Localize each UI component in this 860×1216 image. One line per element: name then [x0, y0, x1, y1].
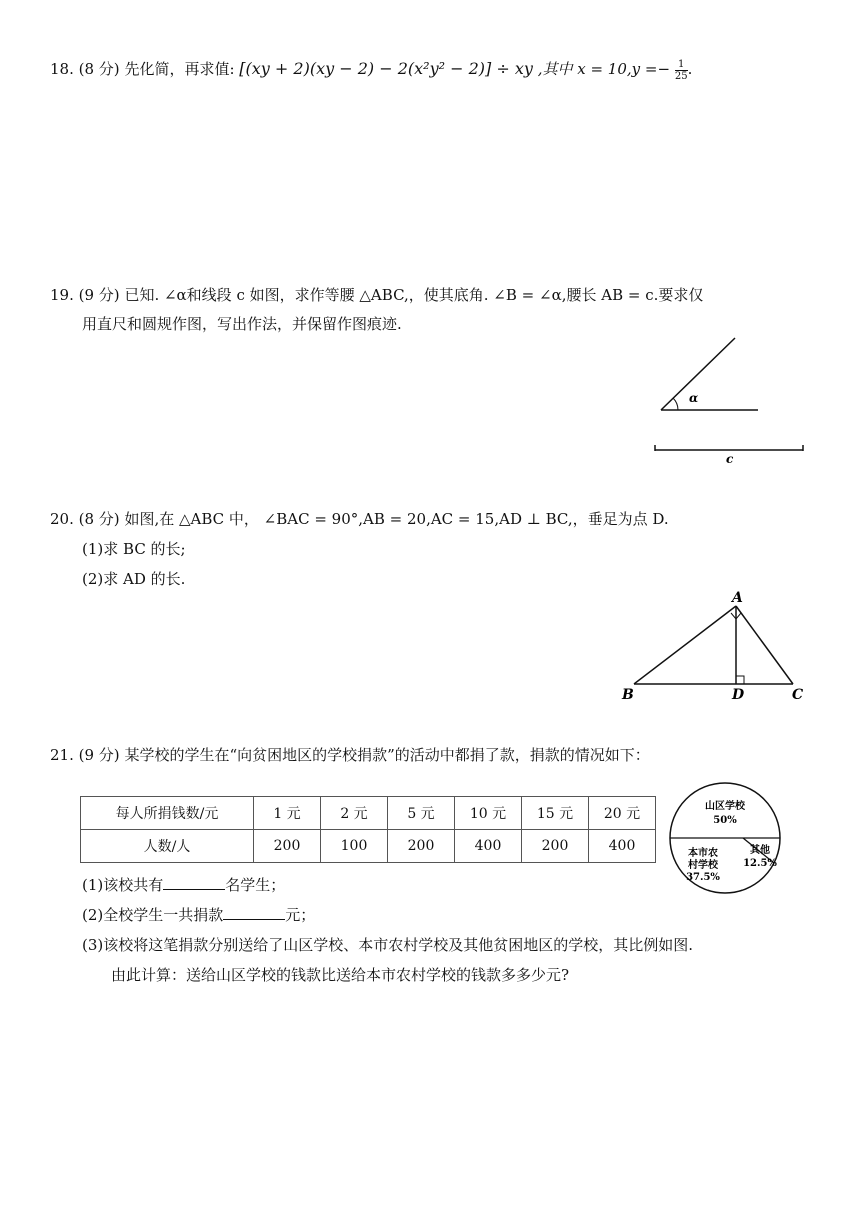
vertex-label-b: B — [622, 687, 634, 703]
answer-blank[interactable] — [163, 875, 225, 890]
q18-lead: 先化简，再求值: — [124, 60, 235, 78]
vertex-label-a: A — [732, 590, 743, 606]
q20-part2: (2)求 AD 的长. — [82, 570, 186, 588]
q18-line — [50, 58, 692, 82]
q21-part2-text: (2)全校学生一共捐款 — [82, 906, 224, 924]
table-cell: 2 元 — [321, 797, 388, 830]
q18-number: 18. — [50, 60, 74, 78]
q18-condition: ,其中 x = 10,y =− — [537, 60, 671, 78]
q21-part3-line1: (3)该校将这笔捐款分别送给了山区学校、本市农村学校及其他贫困地区的学校，其比例如图. — [82, 936, 694, 954]
answer-blank[interactable] — [223, 905, 285, 920]
pie-value-other: 12.5% — [743, 858, 777, 869]
angle-arc — [673, 398, 678, 410]
q20-score: (8 分) — [78, 510, 120, 528]
table-cell: 1 元 — [254, 797, 321, 830]
table-cell: 15 元 — [522, 797, 589, 830]
q19-line2: 用直尺和圆规作图，写出作法，并保留作图痕迹. — [82, 315, 402, 333]
table-cell: 200 — [254, 830, 321, 863]
q21-intro: 某学校的学生在“向贫困地区的学校捐款”的活动中都捐了款，捐款的情况如下： — [124, 746, 650, 764]
q21-part2 — [82, 904, 315, 925]
table-cell: 400 — [589, 830, 656, 863]
q20-part1: (1)求 BC 的长; — [82, 540, 186, 558]
right-angle-mark-d — [736, 676, 744, 684]
q20-line1 — [50, 508, 669, 529]
table-cell: 100 — [321, 830, 388, 863]
table-header-amount: 每人所捐钱数/元 — [81, 797, 254, 830]
pie-label-mountain: 山区学校 — [705, 801, 745, 812]
table-cell: 10 元 — [455, 797, 522, 830]
q19-line1 — [50, 284, 703, 305]
table-cell: 200 — [388, 830, 455, 863]
q20-text1: 如图,在 △ABC 中， ∠BAC = 90°,AB = 20,AC = 15,AD ⊥ BC,，垂足为点 D. — [124, 510, 669, 528]
table-cell: 20 元 — [589, 797, 656, 830]
table-cell: 5 元 — [388, 797, 455, 830]
vertex-label-c: C — [792, 687, 804, 703]
side-ab — [634, 606, 736, 684]
q21-part1-tail: 名学生； — [225, 876, 286, 894]
table-row — [81, 830, 656, 863]
q21-part2-tail: 元； — [285, 906, 316, 924]
q20-triangle-figure — [612, 588, 822, 706]
pie-value-rural: 37.5% — [686, 872, 720, 883]
donation-pie-chart — [664, 780, 786, 898]
q19-score: (9 分) — [78, 286, 120, 304]
q18-frac-num: 1 — [675, 59, 688, 71]
segment-label-c: c — [726, 452, 734, 466]
q18-fraction — [675, 59, 688, 82]
pie-label-rural-2: 村学校 — [688, 860, 718, 871]
q18-expression: [(xy + 2)(xy − 2) − 2(x²y² − 2)] ÷ xy — [239, 59, 533, 78]
table-header-people: 人数/人 — [81, 830, 254, 863]
q19-text1: 已知. ∠α和线段 c 如图，求作等腰 △ABC,，使其底角. ∠B = ∠α,腰长 AB = c.要求仅 — [124, 286, 704, 304]
q21-part1 — [82, 874, 285, 895]
pie-label-rural-1: 本市农 — [688, 848, 718, 859]
donation-table — [80, 796, 656, 863]
pie-value-mountain: 50% — [713, 815, 737, 826]
pie-label-other: 其他 — [750, 845, 770, 856]
q20-number: 20. — [50, 510, 74, 528]
table-row — [81, 797, 656, 830]
vertex-label-d: D — [732, 687, 745, 703]
side-ac — [736, 606, 793, 684]
q18-score: (8 分) — [78, 60, 120, 78]
q18-end: . — [687, 60, 693, 78]
q21-line1 — [50, 744, 650, 765]
angle-label-alpha: α — [689, 391, 699, 405]
q21-number: 21. — [50, 746, 74, 764]
q19-angle-figure — [640, 330, 820, 470]
q21-part1-text: (1)该校共有 — [82, 876, 164, 894]
q21-part3-line2: 由此计算：送给山区学校的钱款比送给本市农村学校的钱款多多少元? — [111, 966, 570, 984]
q21-score: (9 分) — [78, 746, 120, 764]
q19-number: 19. — [50, 286, 74, 304]
table-cell: 400 — [455, 830, 522, 863]
table-cell: 200 — [522, 830, 589, 863]
q18-frac-den: 25 — [674, 70, 688, 82]
